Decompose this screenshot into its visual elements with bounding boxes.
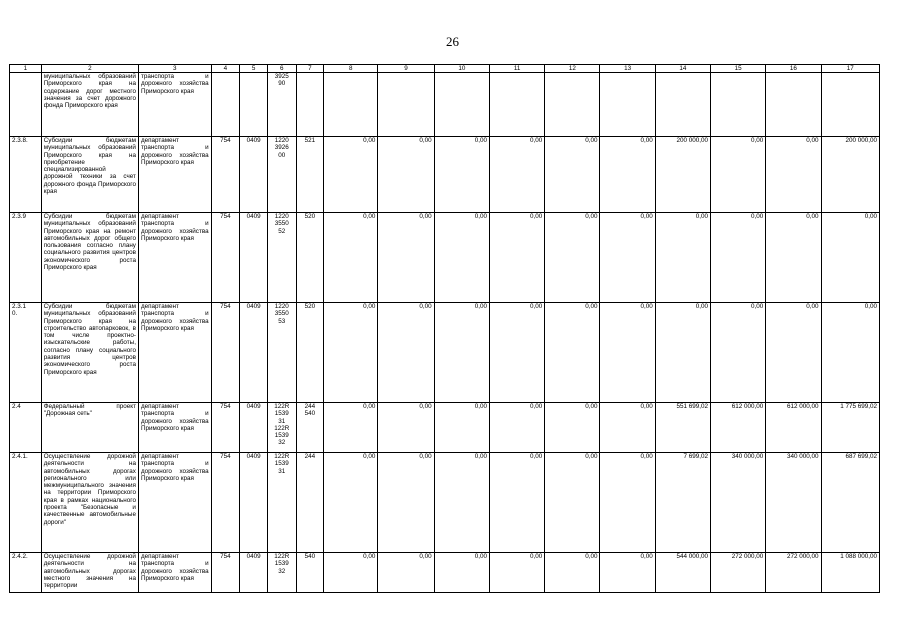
grbs-code: 754 bbox=[211, 403, 240, 453]
csr-code: 3925 90 bbox=[267, 73, 296, 137]
header-cell: 11 bbox=[489, 65, 544, 73]
table-row bbox=[10, 137, 880, 213]
value-cell: 0,00 bbox=[378, 213, 434, 303]
measure-name: муниципальных образований Приморского края на содержание дорог местного значения за счет дорожного фонда Приморского края bbox=[41, 73, 138, 137]
executor: департамент транспорта и дорожного хозяйства Приморского края bbox=[138, 553, 211, 593]
measure-name: Федеральный проект "Дорожная сеть" bbox=[41, 403, 138, 453]
value-cell: 0,00 bbox=[324, 303, 378, 403]
value-cell: 612 000,00 bbox=[766, 403, 821, 453]
grbs-code: 754 bbox=[211, 453, 240, 553]
rzpr-code bbox=[240, 73, 268, 137]
value-cell: 0,00 bbox=[821, 303, 879, 403]
value-cell: 0,00 bbox=[600, 213, 655, 303]
rzpr-code: 0409 bbox=[240, 403, 268, 453]
vr-code: 540 bbox=[296, 553, 324, 593]
vr-code: 244 540 bbox=[296, 403, 324, 453]
value-cell: 1 088 000,00 bbox=[821, 553, 879, 593]
value-cell: 340 000,00 bbox=[766, 453, 821, 553]
value-cell bbox=[766, 73, 821, 137]
header-cell: 1 bbox=[10, 65, 42, 73]
row-number: 2.4.1. bbox=[10, 453, 42, 553]
grbs-code: 754 bbox=[211, 553, 240, 593]
value-cell bbox=[545, 73, 600, 137]
value-cell: 0,00 bbox=[324, 403, 378, 453]
vr-code: 520 bbox=[296, 213, 324, 303]
header-cell: 14 bbox=[655, 65, 710, 73]
csr-code: 122R 1539 32 bbox=[267, 553, 296, 593]
value-cell: 0,00 bbox=[434, 553, 489, 593]
csr-code: 1220 3550 52 bbox=[267, 213, 296, 303]
value-cell: 551 699,02 bbox=[655, 403, 710, 453]
table-row bbox=[10, 403, 880, 453]
value-cell: 0,00 bbox=[489, 553, 544, 593]
grbs-code: 754 bbox=[211, 213, 240, 303]
grbs-code: 754 bbox=[211, 303, 240, 403]
value-cell: 0,00 bbox=[378, 137, 434, 213]
header-cell: 13 bbox=[600, 65, 655, 73]
value-cell bbox=[655, 73, 710, 137]
row-number: 2.3.1 0. bbox=[10, 303, 42, 403]
row-number bbox=[10, 73, 42, 137]
value-cell: 0,00 bbox=[489, 453, 544, 553]
vr-code: 521 bbox=[296, 137, 324, 213]
executor: департамент транспорта и дорожного хозяйства Приморского края bbox=[138, 303, 211, 403]
value-cell: 0,00 bbox=[766, 137, 821, 213]
value-cell: 0,00 bbox=[324, 213, 378, 303]
header-cell: 6 bbox=[267, 65, 296, 73]
value-cell: 1 775 699,02 bbox=[821, 403, 879, 453]
value-cell: 200 000,00 bbox=[821, 137, 879, 213]
header-cell: 4 bbox=[211, 65, 240, 73]
value-cell bbox=[324, 73, 378, 137]
row-number: 2.4 bbox=[10, 403, 42, 453]
value-cell bbox=[378, 73, 434, 137]
value-cell: 0,00 bbox=[434, 303, 489, 403]
header-cell: 15 bbox=[711, 65, 766, 73]
value-cell: 7 699,02 bbox=[655, 453, 710, 553]
header-cell: 17 bbox=[821, 65, 879, 73]
header-cell: 12 bbox=[545, 65, 600, 73]
header-cell: 3 bbox=[138, 65, 211, 73]
value-cell: 0,00 bbox=[766, 213, 821, 303]
header-cell: 5 bbox=[240, 65, 268, 73]
vr-code bbox=[296, 73, 324, 137]
measure-name: Осуществление дорожной деятельности на автомобильных дорогах местного значения на территории bbox=[41, 553, 138, 593]
value-cell: 0,00 bbox=[324, 453, 378, 553]
header-cell: 16 bbox=[766, 65, 821, 73]
header-cell: 7 bbox=[296, 65, 324, 73]
table-row bbox=[10, 213, 880, 303]
grbs-code: 754 bbox=[211, 137, 240, 213]
value-cell: 0,00 bbox=[324, 137, 378, 213]
value-cell: 0,00 bbox=[600, 137, 655, 213]
value-cell: 0,00 bbox=[600, 453, 655, 553]
value-cell: 0,00 bbox=[434, 213, 489, 303]
value-cell: 0,00 bbox=[434, 453, 489, 553]
executor: департамент транспорта и дорожного хозяйства Приморского края bbox=[138, 213, 211, 303]
value-cell: 0,00 bbox=[489, 213, 544, 303]
executor: департамент транспорта и дорожного хозяйства Приморского края bbox=[138, 403, 211, 453]
value-cell: 0,00 bbox=[711, 137, 766, 213]
value-cell: 0,00 bbox=[600, 303, 655, 403]
table-row bbox=[10, 73, 880, 137]
value-cell: 200 000,00 bbox=[655, 137, 710, 213]
header-cell: 10 bbox=[434, 65, 489, 73]
value-cell: 0,00 bbox=[545, 303, 600, 403]
grbs-code bbox=[211, 73, 240, 137]
rzpr-code: 0409 bbox=[240, 303, 268, 403]
executor: транспорта и дорожного хозяйства Приморского края bbox=[138, 73, 211, 137]
csr-code: 122R 1539 31 bbox=[267, 453, 296, 553]
value-cell: 687 699,02 bbox=[821, 453, 879, 553]
value-cell: 0,00 bbox=[489, 403, 544, 453]
rzpr-code: 0409 bbox=[240, 553, 268, 593]
value-cell: 0,00 bbox=[545, 453, 600, 553]
row-number: 2.4.2. bbox=[10, 553, 42, 593]
value-cell: 0,00 bbox=[434, 137, 489, 213]
table-row bbox=[10, 303, 880, 403]
value-cell: 612 000,00 bbox=[711, 403, 766, 453]
measure-name: Субсидии бюджетам муниципальных образований Приморского края на ремонт автомобильных дорог общего пользования согласно плану социального развития центров экономического роста Приморского края bbox=[41, 213, 138, 303]
measure-name: Субсидии бюджетам муниципальных образований Приморского края на приобретение специализированной дорожной техники за счет дорожного фонда Приморского края bbox=[41, 137, 138, 213]
value-cell: 0,00 bbox=[655, 213, 710, 303]
header-row bbox=[10, 65, 880, 73]
value-cell: 0,00 bbox=[545, 213, 600, 303]
rzpr-code: 0409 bbox=[240, 137, 268, 213]
value-cell: 0,00 bbox=[821, 213, 879, 303]
csr-code: 1220 3926 00 bbox=[267, 137, 296, 213]
value-cell: 272 000,00 bbox=[711, 553, 766, 593]
header-cell: 8 bbox=[324, 65, 378, 73]
value-cell: 0,00 bbox=[378, 403, 434, 453]
value-cell: 0,00 bbox=[378, 553, 434, 593]
value-cell: 0,00 bbox=[600, 553, 655, 593]
value-cell: 0,00 bbox=[545, 403, 600, 453]
measure-name: Осуществление дорожной деятельности на автомобильных дорогах регионального или межмуниципального значения на территории Приморского края в рамках национального проекта "Безопасные и качественные автомобильные дороги" bbox=[41, 453, 138, 553]
value-cell: 0,00 bbox=[489, 137, 544, 213]
value-cell: 0,00 bbox=[711, 213, 766, 303]
rzpr-code: 0409 bbox=[240, 213, 268, 303]
value-cell: 0,00 bbox=[600, 403, 655, 453]
value-cell: 0,00 bbox=[489, 303, 544, 403]
value-cell: 544 000,00 bbox=[655, 553, 710, 593]
header-cell: 9 bbox=[378, 65, 434, 73]
budget-table bbox=[9, 64, 880, 593]
row-number: 2.3.8. bbox=[10, 137, 42, 213]
value-cell: 340 000,00 bbox=[711, 453, 766, 553]
csr-code: 1220 3550 53 bbox=[267, 303, 296, 403]
value-cell: 0,00 bbox=[545, 137, 600, 213]
value-cell bbox=[434, 73, 489, 137]
value-cell: 0,00 bbox=[434, 403, 489, 453]
header-cell: 2 bbox=[41, 65, 138, 73]
table-row bbox=[10, 553, 880, 593]
value-cell: 0,00 bbox=[324, 553, 378, 593]
value-cell: 0,00 bbox=[766, 303, 821, 403]
value-cell: 272 000,00 bbox=[766, 553, 821, 593]
value-cell bbox=[600, 73, 655, 137]
rzpr-code: 0409 bbox=[240, 453, 268, 553]
value-cell bbox=[489, 73, 544, 137]
value-cell: 0,00 bbox=[545, 553, 600, 593]
value-cell: 0,00 bbox=[655, 303, 710, 403]
executor: департамент транспорта и дорожного хозяйства Приморского края bbox=[138, 453, 211, 553]
value-cell: 0,00 bbox=[378, 303, 434, 403]
value-cell bbox=[711, 73, 766, 137]
vr-code: 520 bbox=[296, 303, 324, 403]
page-number: 26 bbox=[446, 34, 459, 49]
csr-code: 122R 1539 31 122R 1539 32 bbox=[267, 403, 296, 453]
value-cell: 0,00 bbox=[711, 303, 766, 403]
measure-name: Субсидии бюджетам муниципальных образований Приморского края на строительство автопарковок, в том числе проектно-изыскательские работы, согласно плану социального развития центров экономического роста Приморского края bbox=[41, 303, 138, 403]
value-cell bbox=[821, 73, 879, 137]
vr-code: 244 bbox=[296, 453, 324, 553]
value-cell: 0,00 bbox=[378, 453, 434, 553]
row-number: 2.3.9 bbox=[10, 213, 42, 303]
table-row bbox=[10, 453, 880, 553]
executor: департамент транспорта и дорожного хозяйства Приморского края bbox=[138, 137, 211, 213]
